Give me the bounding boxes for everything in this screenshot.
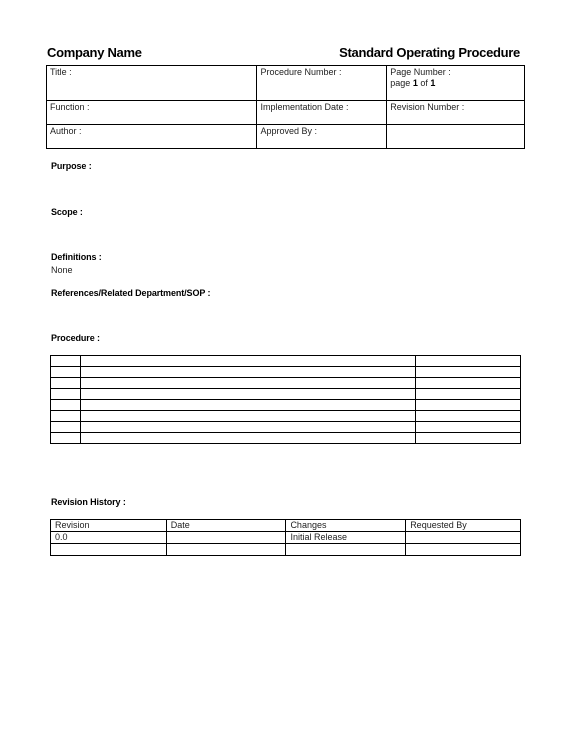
changes-cell[interactable] <box>286 544 406 556</box>
procedure-row <box>51 367 521 378</box>
changes-cell[interactable]: Initial Release <box>286 532 406 544</box>
procedure-number-cell[interactable] <box>257 66 387 101</box>
procedure-cell[interactable] <box>51 378 81 389</box>
changes-header: Changes <box>286 520 406 532</box>
procedure-cell[interactable] <box>416 378 521 389</box>
procedure-row <box>51 411 521 422</box>
procedure-cell[interactable] <box>80 422 415 433</box>
revision-history-heading: Revision History : <box>51 497 126 507</box>
procedure-row <box>51 389 521 400</box>
implementation-date-cell[interactable] <box>257 101 387 125</box>
date-cell[interactable] <box>166 532 286 544</box>
document-info-table <box>46 65 525 149</box>
page-number-label: Page Number : <box>390 67 451 77</box>
procedure-cell[interactable] <box>51 367 81 378</box>
procedure-cell[interactable] <box>416 433 521 444</box>
function-cell[interactable] <box>47 101 257 125</box>
title-label: Title : <box>50 67 72 77</box>
title-cell[interactable] <box>47 66 257 101</box>
procedure-row <box>51 422 521 433</box>
document-title: Standard Operating Procedure <box>339 45 520 60</box>
procedure-cell[interactable] <box>80 356 415 367</box>
implementation-date-label: Implementation Date : <box>260 102 349 112</box>
date-cell[interactable] <box>166 544 286 556</box>
procedure-cell[interactable] <box>51 411 81 422</box>
procedure-cell[interactable] <box>80 389 415 400</box>
procedure-cell[interactable] <box>416 422 521 433</box>
references-heading: References/Related Department/SOP : <box>51 288 211 298</box>
function-label: Function : <box>50 102 90 112</box>
procedure-row <box>51 378 521 389</box>
page-number-cell[interactable] <box>387 66 525 101</box>
revision-cell[interactable]: 0.0 <box>51 532 167 544</box>
requested-by-cell[interactable] <box>406 544 521 556</box>
table-row <box>51 532 521 544</box>
empty-cell[interactable] <box>387 125 525 149</box>
procedure-cell[interactable] <box>416 367 521 378</box>
procedure-cell[interactable] <box>51 389 81 400</box>
definitions-heading: Definitions : <box>51 252 102 262</box>
procedure-row <box>51 400 521 411</box>
page-total: 1 <box>430 78 436 88</box>
page-of: of <box>420 78 428 88</box>
procedure-cell[interactable] <box>80 367 415 378</box>
procedure-cell[interactable] <box>51 433 81 444</box>
revision-header: Revision <box>51 520 167 532</box>
procedure-cell[interactable] <box>416 411 521 422</box>
date-header: Date <box>166 520 286 532</box>
procedure-row <box>51 433 521 444</box>
purpose-heading: Purpose : <box>51 161 92 171</box>
requested-by-header: Requested By <box>406 520 521 532</box>
revision-header-row <box>51 520 521 532</box>
approved-by-label: Approved By : <box>260 126 317 136</box>
page-prefix: page <box>390 78 411 88</box>
procedure-heading: Procedure : <box>51 333 100 343</box>
revision-number-cell[interactable] <box>387 101 525 125</box>
company-name: Company Name <box>47 45 142 60</box>
procedure-cell[interactable] <box>416 400 521 411</box>
revision-cell[interactable] <box>51 544 167 556</box>
procedure-cell[interactable] <box>80 400 415 411</box>
table-row <box>51 544 521 556</box>
procedure-number-label: Procedure Number : <box>260 67 342 77</box>
procedure-cell[interactable] <box>51 400 81 411</box>
procedure-table <box>50 355 521 444</box>
definitions-value: None <box>51 265 73 275</box>
scope-heading: Scope : <box>51 207 83 217</box>
author-cell[interactable] <box>47 125 257 149</box>
requested-by-cell[interactable] <box>406 532 521 544</box>
procedure-cell[interactable] <box>80 378 415 389</box>
author-label: Author : <box>50 126 82 136</box>
procedure-cell[interactable] <box>51 422 81 433</box>
procedure-cell[interactable] <box>80 411 415 422</box>
procedure-cell[interactable] <box>416 356 521 367</box>
revision-history-table <box>50 519 521 556</box>
procedure-cell[interactable] <box>416 389 521 400</box>
approved-by-cell[interactable] <box>257 125 387 149</box>
procedure-cell[interactable] <box>51 356 81 367</box>
document-header <box>47 45 520 63</box>
procedure-row <box>51 356 521 367</box>
page-current: 1 <box>412 78 418 88</box>
revision-number-label: Revision Number : <box>390 102 465 112</box>
procedure-cell[interactable] <box>80 433 415 444</box>
